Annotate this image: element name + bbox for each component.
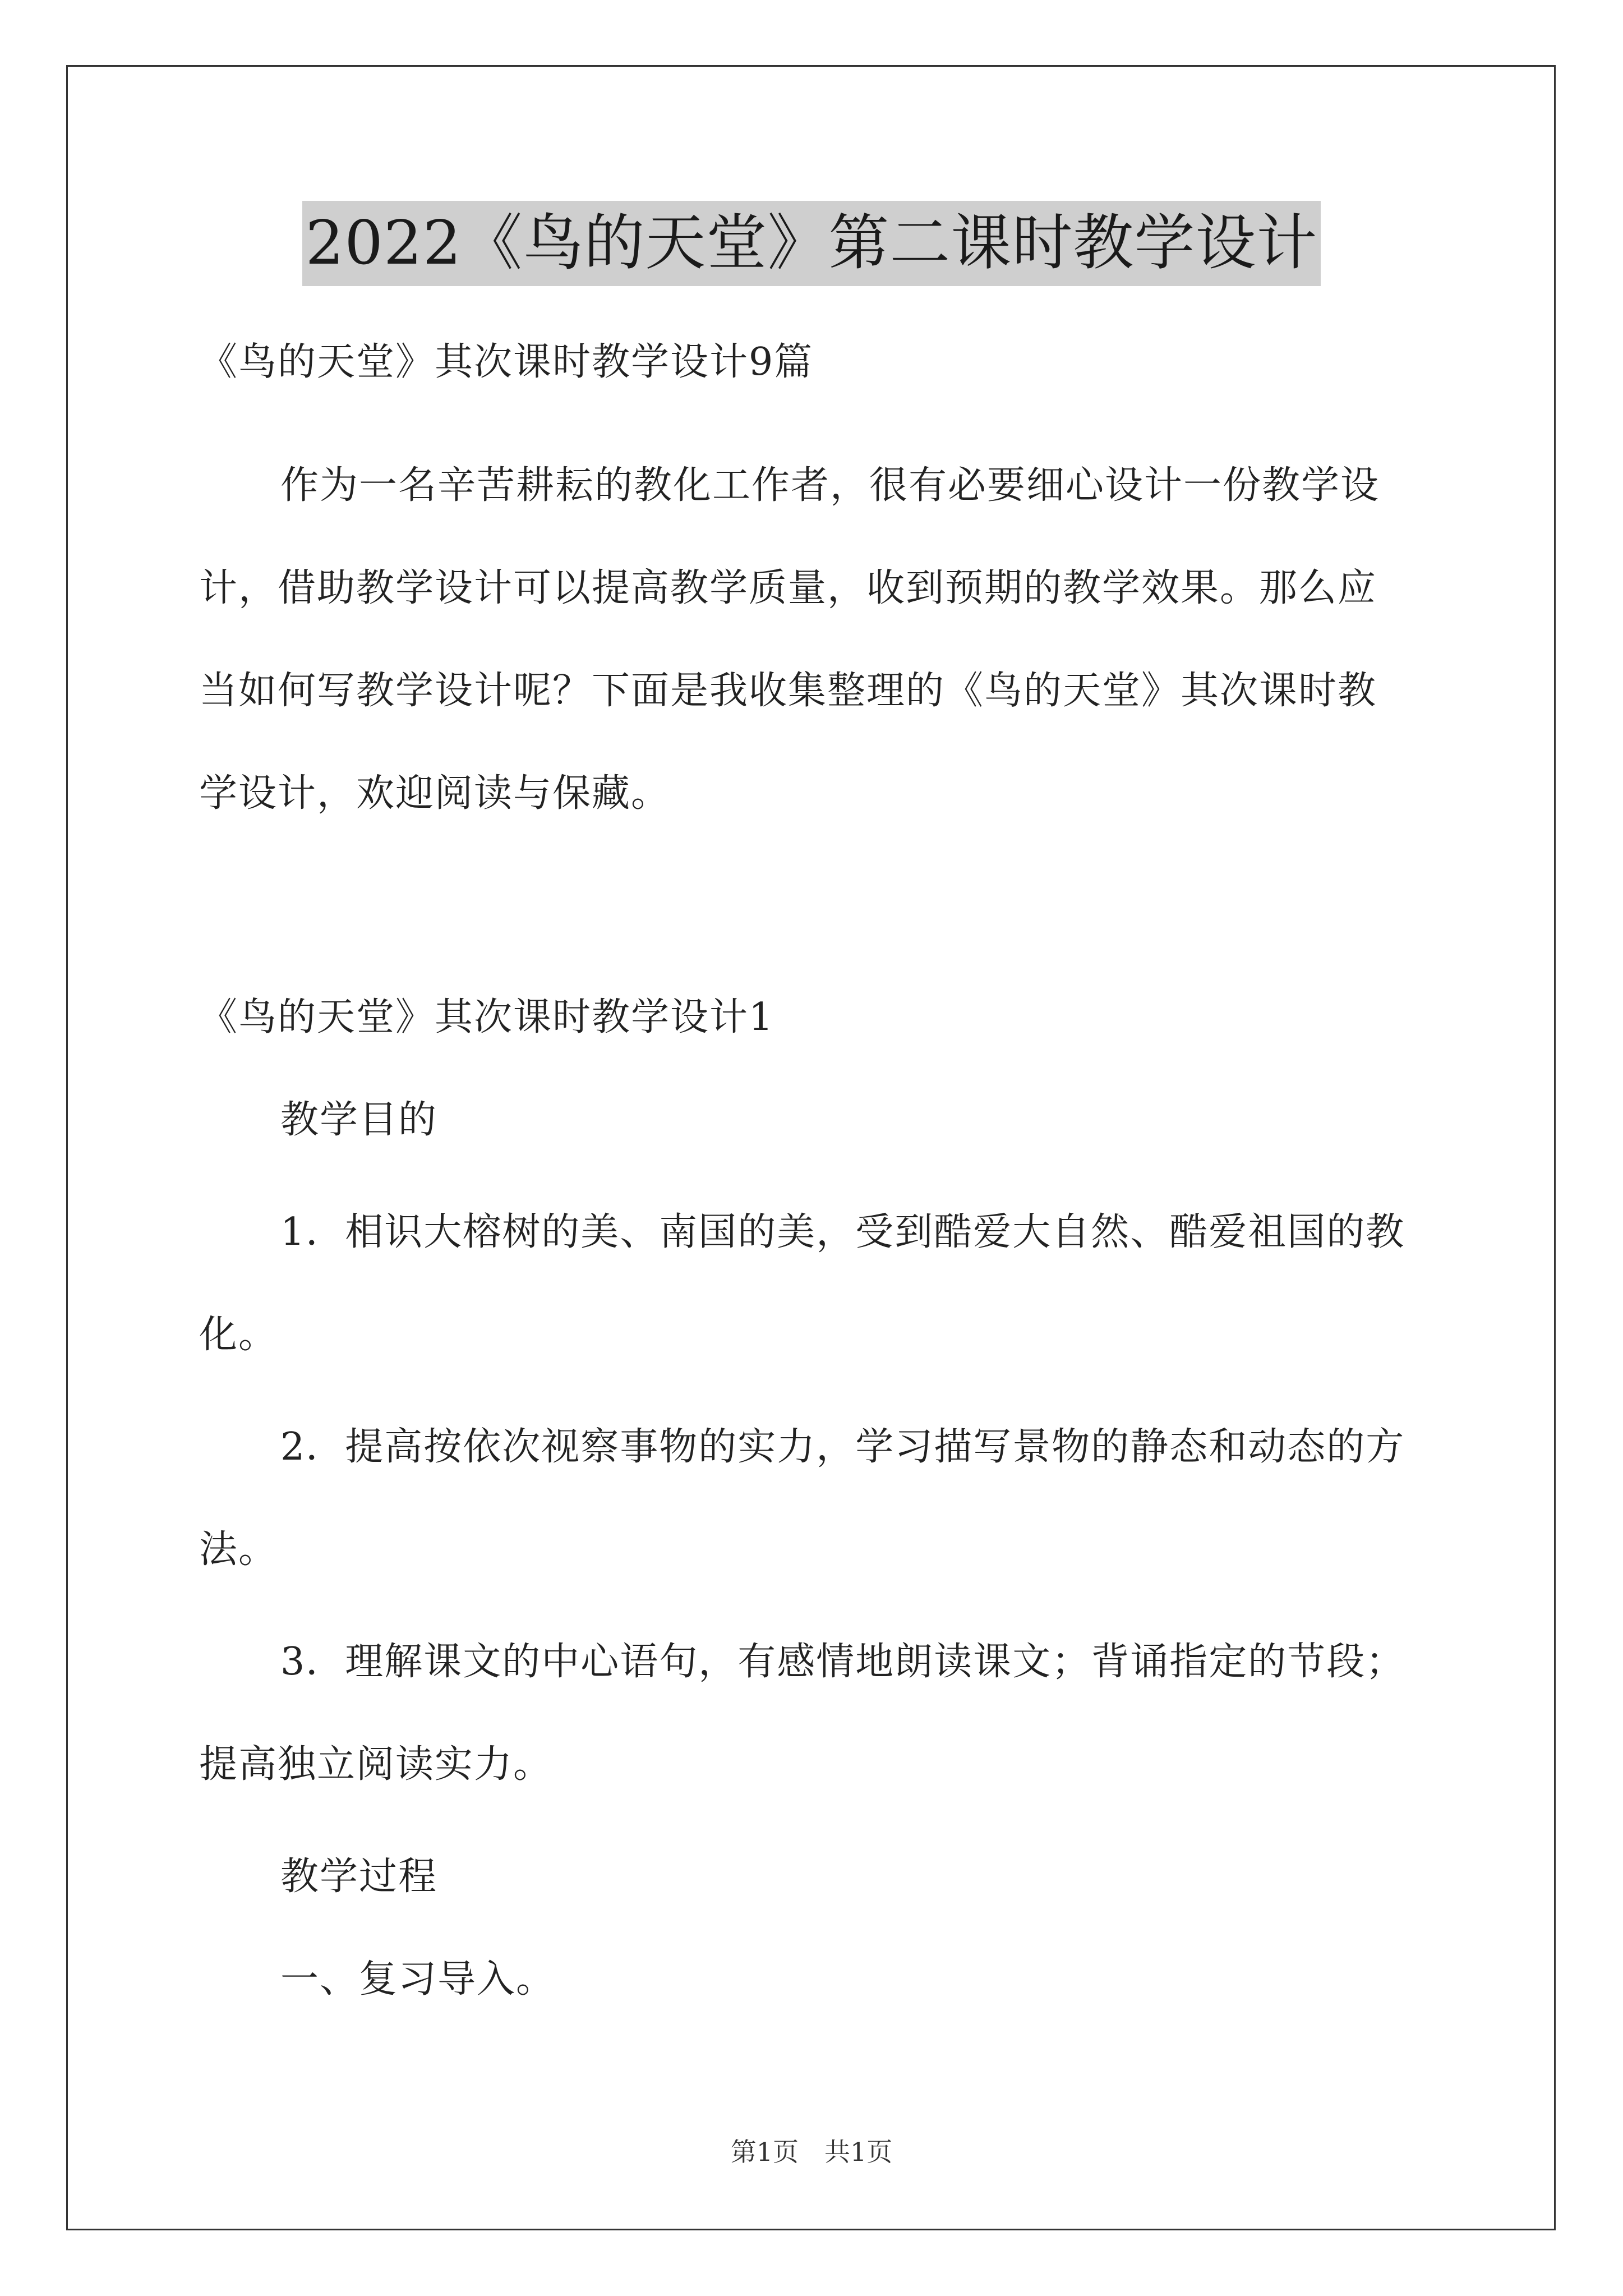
intro-line-4: 学设计，欢迎阅读与保藏。 [199, 771, 671, 816]
subtitle: 《鸟的天堂》其次课时教学设计9篇 [199, 340, 814, 384]
page-border [66, 65, 1556, 2230]
section-title: 《鸟的天堂》其次课时教学设计1 [199, 995, 774, 1039]
goal3-line-2: 提高独立阅读实力。 [199, 1742, 553, 1787]
title-container [0, 201, 1623, 286]
step1: 一、复习导入。 [280, 1957, 556, 2001]
intro-line-2: 计，借助教学设计可以提高教学质量，收到预期的教学效果。那么应 [199, 566, 1377, 610]
intro-line-1: 作为一名辛苦耕耘的教化工作者，很有必要细心设计一份教学设 [280, 463, 1380, 508]
goals-heading: 教学目的 [280, 1098, 438, 1142]
intro-line-3: 当如何写教学设计呢？下面是我收集整理的《鸟的天堂》其次课时教 [199, 669, 1377, 713]
page-footer: 第1页 共1页 [730, 2137, 893, 2167]
goal1-line-1: 1．相识大榕树的美、南国的美，受到酷爱大自然、酷爱祖国的教 [280, 1210, 1405, 1254]
goal2-line-2: 法。 [199, 1527, 278, 1572]
goal2-line-1: 2．提高按依次视察事物的实力，学习描写景物的静态和动态的方 [280, 1425, 1405, 1469]
goal3-line-1: 3．理解课文的中心语句，有感情地朗读课文；背诵指定的节段； [280, 1640, 1405, 1684]
process-heading: 教学过程 [280, 1855, 438, 1899]
document-title: 2022《鸟的天堂》第二课时教学设计 [302, 201, 1321, 286]
goal1-line-2: 化。 [199, 1313, 278, 1357]
